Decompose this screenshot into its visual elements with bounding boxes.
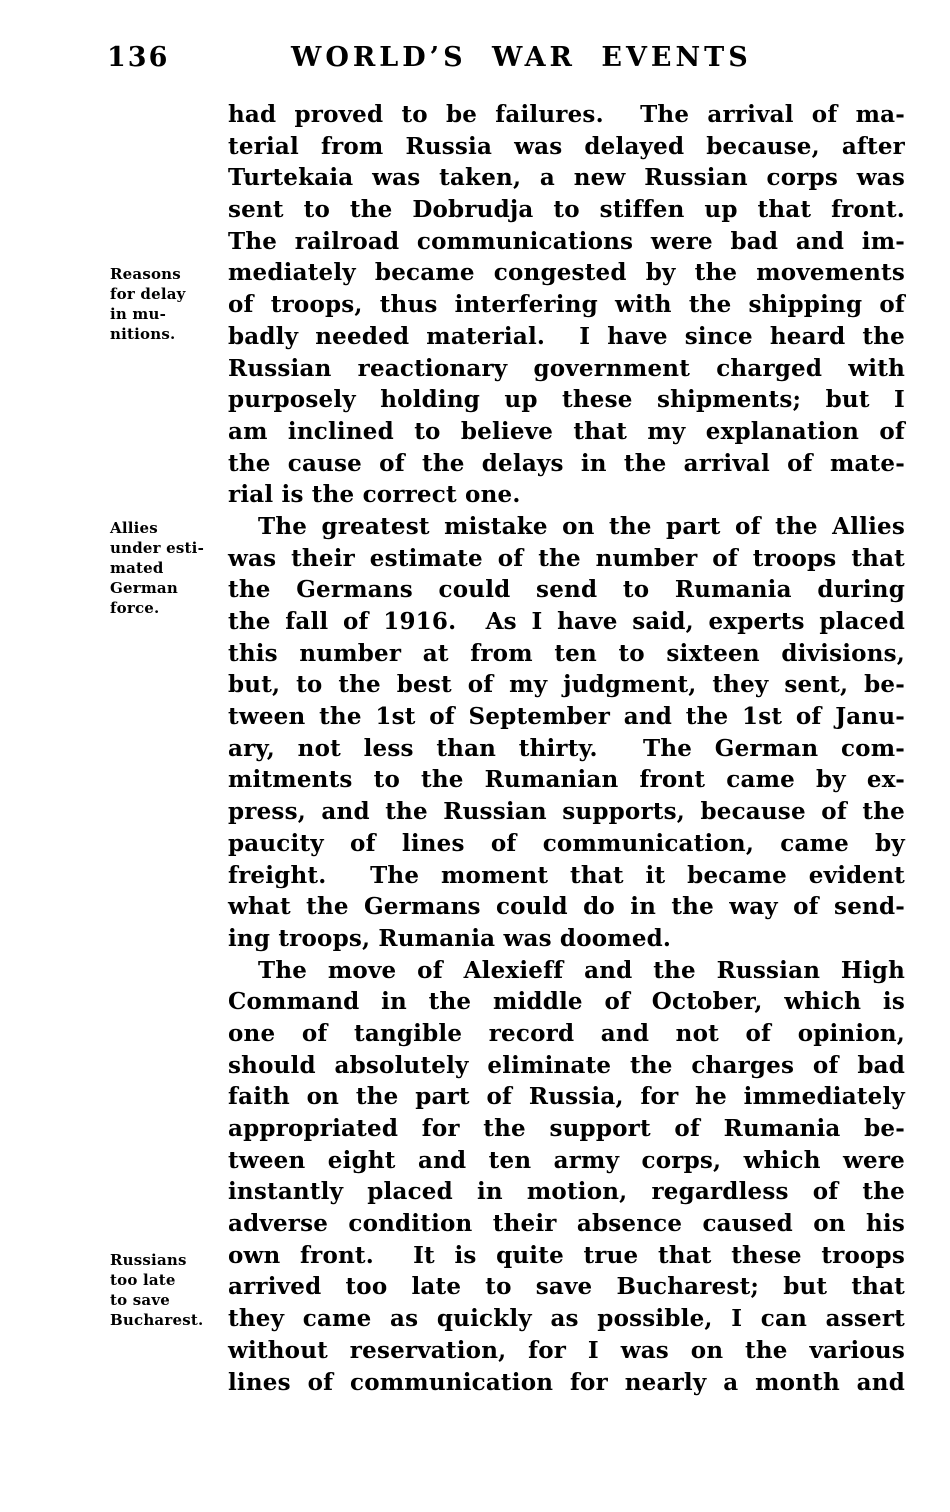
text-line: but, to the best of my judgment, they sent, be- [228, 671, 905, 699]
text-line: faith on the part of Russia, for he immediately [228, 1083, 905, 1111]
sidenote-line: for delay [110, 285, 186, 303]
text-line: tween the 1st of September and the 1st of Janu- [228, 703, 905, 731]
sidenote-line: nitions. [110, 325, 176, 343]
sidenote-reasons-for-delay [110, 264, 224, 344]
text-line: adverse condition their absence caused on his [228, 1210, 905, 1238]
sidenote-line: German [110, 579, 178, 597]
text-line: The greatest mistake on the part of the Allies [258, 512, 905, 540]
text-line: ary, not less than thirty. The German com- [228, 734, 905, 762]
sidenote-line: to save [110, 1291, 170, 1309]
text-line: the Germans could send to Rumania during [228, 576, 905, 604]
sidenote-line: Russians [110, 1251, 187, 1269]
sidenote-line: Allies [110, 519, 158, 537]
text-line: badly needed material. I have since heard the [228, 322, 905, 350]
sidenote-line: in mu- [110, 305, 167, 323]
sidenote-line: Reasons [110, 265, 181, 283]
text-line: what the Germans could do in the way of send- [228, 893, 905, 921]
text-line: mediately became congested by the movements [228, 259, 905, 287]
text-line: without reservation, for I was on the various [228, 1336, 905, 1364]
text-line: The railroad communications were bad and im- [228, 227, 905, 255]
running-title: WORLD’S WAR EVENTS [291, 42, 752, 73]
text-line: sent to the Dobrudja to stiffen up that front. [228, 196, 905, 224]
text-line: the fall of 1916. As I have said, experts placed [228, 608, 905, 635]
sidenote-line: too late [110, 1271, 176, 1289]
text-line: rial is the correct one. [228, 481, 521, 509]
sidenote-line: Bucharest. [110, 1311, 204, 1329]
text-line: this number at from ten to sixteen divisions, [228, 639, 905, 667]
sidenote-allies-underestimated [110, 518, 224, 618]
text-line: the cause of the delays in the arrival of mate- [228, 449, 905, 477]
sidenote-line: under esti- [110, 539, 205, 557]
text-line: arrived too late to save Bucharest; but that [228, 1273, 905, 1301]
page-number: 136 [107, 42, 170, 73]
text-line: am inclined to believe that my explanation of [228, 417, 905, 445]
text-line: own front. It is quite true that these troops [228, 1241, 905, 1269]
text-line: appropriated for the support of Rumania be- [228, 1115, 905, 1142]
text-line: was their estimate of the number of troops that [228, 544, 905, 572]
sidenote-russians-too-late [110, 1250, 224, 1330]
text-line: instantly placed in motion, regardless of the [228, 1178, 905, 1206]
text-line: they came as quickly as possible, I can assert [228, 1305, 905, 1333]
text-line: terial from Russia was delayed because, after [228, 132, 905, 160]
text-line: one of tangible record and not of opinion, [228, 1019, 905, 1047]
text-line: press, and the Russian supports, because of the [228, 798, 905, 826]
text-line: The move of Alexieff and the Russian High [258, 956, 905, 984]
text-line: tween eight and ten army corps, which were [228, 1146, 905, 1174]
text-line: Turtekaia was taken, a new Russian corps was [228, 164, 905, 192]
body-text [228, 99, 905, 1398]
sidenote-line: mated [110, 559, 164, 577]
text-line: paucity of lines of communication, came by [228, 829, 905, 857]
text-line: freight. The moment that it became evident [228, 861, 905, 889]
text-line: had proved to be failures. The arrival of ma- [228, 101, 905, 128]
text-line: ing troops, Rumania was doomed. [228, 924, 672, 952]
sidenote-line: force. [110, 599, 160, 617]
text-line: should absolutely eliminate the charges of bad [228, 1051, 905, 1079]
text-line: of troops, thus interfering with the shipping of [228, 291, 905, 319]
text-line: purposely holding up these shipments; but I [228, 386, 905, 414]
text-line: Russian reactionary government charged with [228, 354, 905, 382]
text-line: Command in the middle of October, which is [228, 988, 905, 1016]
text-line: lines of communication for nearly a month and [228, 1368, 905, 1396]
text-line: mitments to the Rumanian front came by ex- [228, 766, 905, 794]
